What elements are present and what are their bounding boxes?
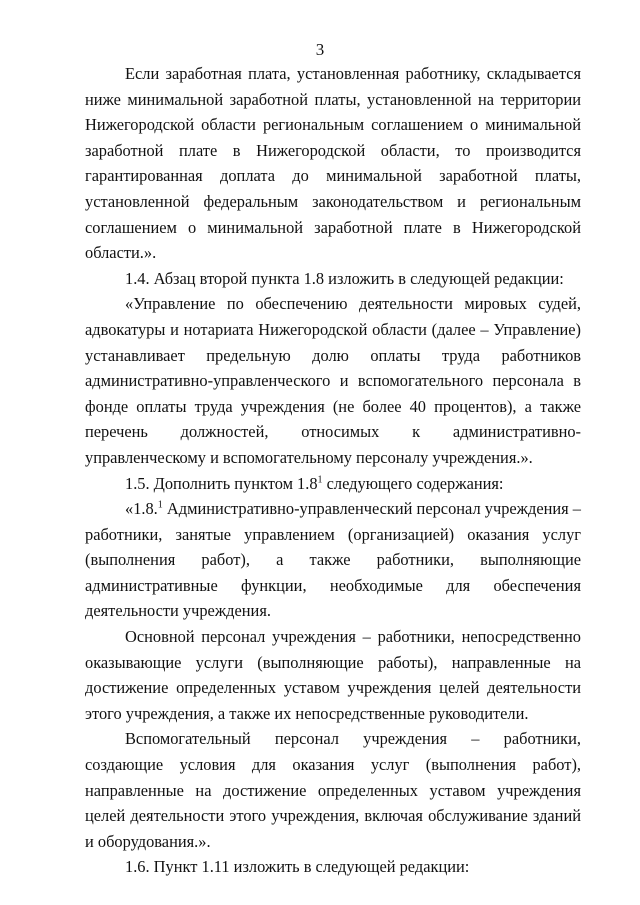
paragraph-management-share: «Управление по обеспечению деятельности мировых судей, адвокатуры и нотариата Нижегородской области (далее – Управление) устанавливает предельную долю оплаты труда работников административно-управленческого и вспомогательного персонала в фонде оплаты труда учреждения (не более 40 процентов), а также перечень должностей, относимых к административно-управленческому и вспомогательному персоналу учреждения.». (85, 294, 581, 467)
paragraph-main-staff: Основной персонал учреждения – работники, непосредственно оказывающие услуги (выполняющие работы), направленные на достижение определенных уставом учреждения целей деятельности этого учреждения, а также их непосредственные руководители. (85, 627, 581, 723)
paragraph-auxiliary-staff: Вспомогательный персонал учреждения – работники, создающие условия для оказания услуг (выполнения работ), направленные на достижение определенных уставом учреждения целей деятельности этого учреждения, включая обслуживание зданий и оборудования.». (85, 729, 581, 851)
superscript-1: 1 (157, 499, 163, 511)
page-number: 3 (315, 40, 325, 59)
superscript-1: 1 (317, 474, 323, 486)
document-body (85, 61, 581, 880)
paragraph-item-1-8-1 (85, 496, 581, 624)
paragraph-item-1-5-text: 1.5. Дополнить пунктом 1.8 (125, 473, 318, 493)
paragraph-item-1-8-1-text: Административно-управленческий персонал учреждения – работники, занятые управлением (организацией) оказания услуг (выполнения работ), а также работники, выполняющие административные функции, необходимые для обеспечения деятельности учреждения. (85, 499, 581, 621)
paragraph-item-1-5 (85, 471, 581, 497)
paragraph-item-1-4: 1.4. Абзац второй пункта 1.8 изложить в следующей редакции: (125, 268, 564, 288)
paragraph-item-1-8-1-num: «1.8. (125, 499, 158, 519)
paragraph-minimum-wage-doplata: Если заработная плата, установленная работнику, складывается ниже минимальной заработной платы, установленной на территории Нижегородской области региональным соглашением о минимальной заработной плате в Нижегородской области, то производится гарантированная доплата до минимальной заработной платы, установленной федеральным законодательством и региональным соглашением о минимальной заработной плате в Нижегородской области.». (85, 64, 581, 263)
paragraph-item-1-5-post: следующего содержания: (322, 473, 504, 493)
paragraph-item-1-6: 1.6. Пункт 1.11 изложить в следующей редакции: (125, 857, 470, 877)
